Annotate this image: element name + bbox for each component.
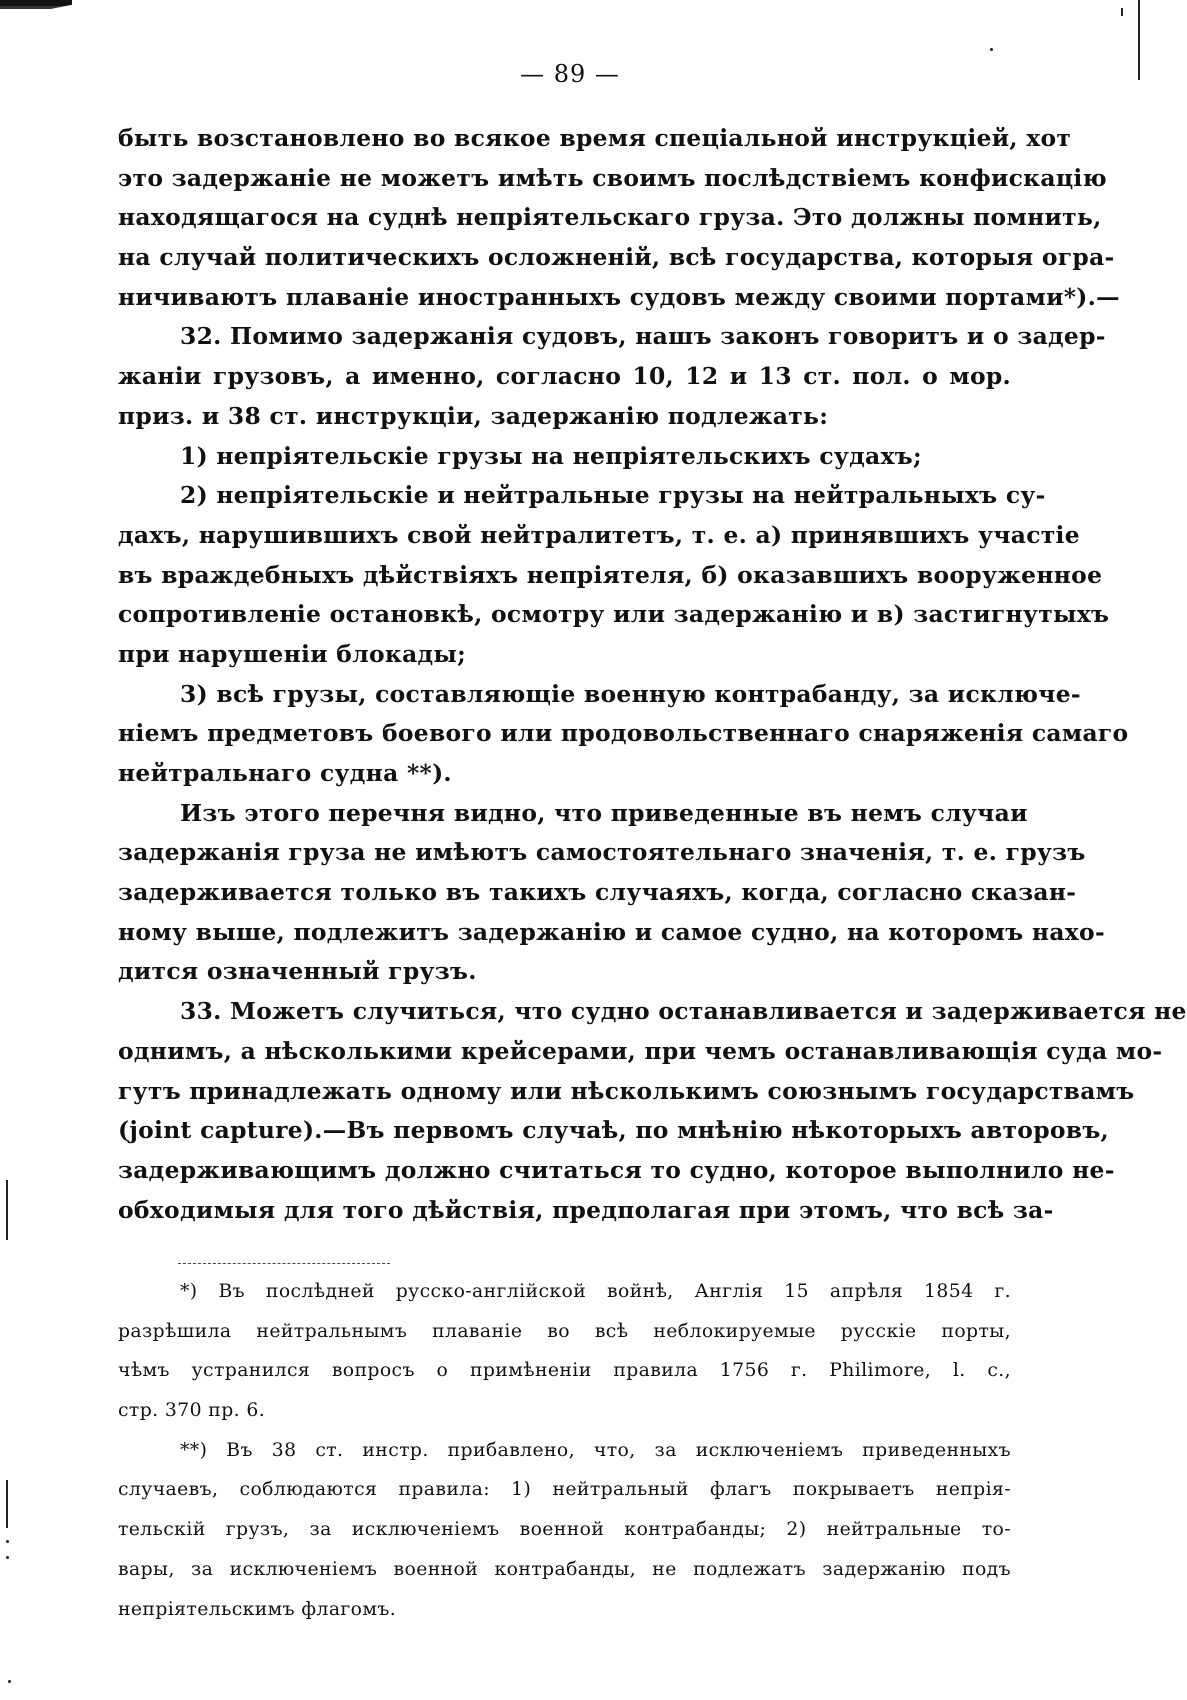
- scan-speck: [6, 1540, 9, 1543]
- text-line: однимъ, а нѣсколькими крейсерами, при чемъ останавливающія суда мо-: [118, 1036, 1163, 1065]
- footnote-line: вары, за исключеніемъ военной контрабанды, не подлежатъ задержанію подъ: [118, 1558, 1011, 1580]
- page-number: — 89 —: [520, 60, 620, 88]
- text-line: сопротивленіе остановкѣ, осмотру или задержанію и в) застигнутыхъ: [118, 600, 1110, 629]
- text-line: 33. Можетъ случиться, что судно останавливается и задерживается не: [180, 997, 1187, 1026]
- main-text: [118, 119, 1187, 1230]
- text-line: жаніи грузовъ, а именно, согласно 10, 12 и 13 ст. пол. о мор.: [118, 362, 1011, 391]
- scan-edge-mark: [1121, 8, 1123, 16]
- text-line: находящагося на суднѣ непріятельскаго груза. Это должны помнить,: [118, 203, 1102, 232]
- scan-speck: [990, 48, 993, 51]
- text-line: 1) непріятельскіе грузы на непріятельскихъ судахъ;: [180, 441, 922, 470]
- text-line: въ враждебныхъ дѣйствіяхъ непріятеля, б) оказавшихъ вооруженное: [118, 560, 1103, 589]
- text-line: ному выше, подлежитъ задержанію и самое судно, на которомъ нахо-: [118, 917, 1105, 946]
- text-line: дится означенный грузъ.: [118, 957, 477, 986]
- text-line: ніемъ предметовъ боевого или продовольственнаго снаряженія самаго: [118, 719, 1129, 748]
- footnote-line: чѣмъ устранился вопросъ о примѣненіи правила 1756 г. Philimore, l. c.,: [118, 1360, 1011, 1382]
- text-line: это задержаніе не можетъ имѣть своимъ послѣдствіемъ конфискацію: [118, 163, 1107, 192]
- text-line: Изъ этого перечня видно, что приведенные въ немъ случаи: [180, 798, 1028, 827]
- scan-speck: [8, 1680, 11, 1683]
- scan-speck: [6, 1556, 9, 1559]
- footnote-separator: [178, 1263, 390, 1264]
- text-line: приз. и 38 ст. инструкціи, задержанію подлежать:: [118, 401, 829, 430]
- text-line: задерживающимъ должно считаться то судно, которое выполнило не-: [118, 1155, 1115, 1184]
- scan-edge-line: [6, 1480, 8, 1528]
- footnote-line: случаевъ, соблюдаются правила: 1) нейтральный флагъ покрываетъ непрія-: [118, 1479, 1011, 1501]
- footnote-line: **) Въ 38 ст. инстр. прибавлено, что, за исключеніемъ приведенныхъ: [180, 1439, 1011, 1461]
- scan-edge-line: [6, 1180, 8, 1240]
- text-line: 32. Помимо задержанія судовъ, нашъ законъ говоритъ и о задер-: [180, 322, 1106, 351]
- text-line: гутъ принадлежать одному или нѣсколькимъ союзнымъ государствамъ: [118, 1076, 1135, 1105]
- text-line: на случай политическихъ осложненій, всѣ государства, которыя огра-: [118, 243, 1115, 272]
- text-line: задержанія груза не имѣютъ самостоятельнаго значенія, т. е. грузъ: [118, 838, 1086, 867]
- footnote-line: разрѣшила нейтральнымъ плаваніе во всѣ неблокируемые русскіе порты,: [118, 1320, 1011, 1342]
- text-line: нейтральнаго судна **).: [118, 759, 452, 787]
- footnote-line: тельскій грузъ, за исключеніемъ военной контрабанды; 2) нейтральные то-: [118, 1519, 1011, 1541]
- text-line: при нарушеніи блокады;: [118, 639, 467, 668]
- text-line: ничиваютъ плаваніе иностранныхъ судовъ между своими портами*).—: [118, 282, 1120, 311]
- footnote-line: стр. 370 пр. 6.: [118, 1400, 266, 1422]
- text-line: задерживается только въ такихъ случаяхъ, когда, согласно сказан-: [118, 878, 1077, 907]
- text-line: обходимыя для того дѣйствія, предполагая при этомъ, что всѣ за-: [118, 1195, 1054, 1224]
- text-line: (joint capture).—Въ первомъ случаѣ, по мнѣнію нѣкоторыхъ авторовъ,: [118, 1116, 1110, 1145]
- footnotes: [118, 1278, 1011, 1635]
- text-line: дахъ, нарушившихъ свой нейтралитетъ, т. е. а) принявшихъ участіе: [118, 520, 1080, 549]
- text-line: 2) непріятельскіе и нейтральные грузы на нейтральныхъ су-: [180, 481, 1046, 510]
- footnote-line: непріятельскимъ флагомъ.: [118, 1598, 397, 1620]
- footnote-line: *) Въ послѣдней русско-англійской войнѣ, Англія 15 апрѣля 1854 г.: [180, 1281, 1011, 1302]
- scan-corner-mark: [0, 0, 72, 16]
- text-line: быть возстановлено во всякое время спеціальной инструкціей, хот: [118, 124, 1072, 152]
- text-line: 3) всѣ грузы, составляющіе военную контрабанду, за исключе-: [180, 679, 1081, 708]
